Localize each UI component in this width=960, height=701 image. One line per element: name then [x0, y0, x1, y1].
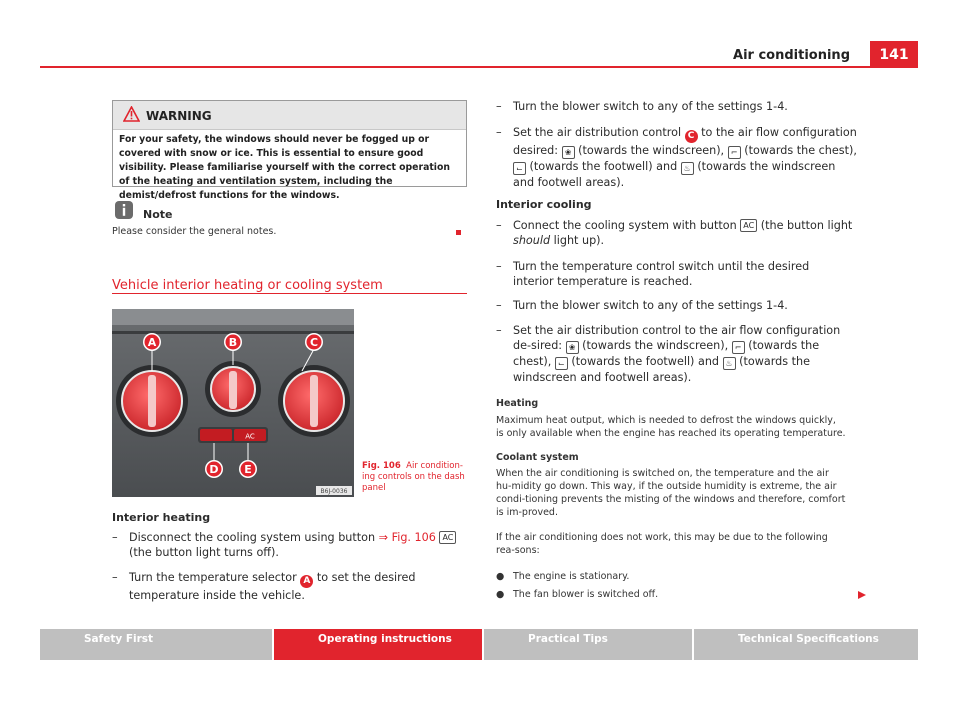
callout-e: E [244, 463, 252, 476]
callout-a-ref: A [300, 575, 313, 588]
windscreen-footwell-icon: ♨ [681, 162, 694, 175]
bullet-dash: – [496, 100, 502, 113]
note-title: Note [143, 208, 173, 221]
windscreen-icon: ❀ [562, 146, 575, 159]
page-number: 141 [870, 41, 918, 67]
chest-icon: ⌐ [732, 341, 745, 354]
ac-button-label: AC [245, 432, 255, 441]
step-blower-switch-2: Turn the blower switch to any of the settings 1-4. [513, 299, 788, 312]
info-note-icon [114, 200, 134, 220]
list-item: The fan blower is switched off. [513, 589, 659, 600]
footwell-icon: ⌙ [555, 357, 568, 370]
ac-key-icon: AC [439, 531, 456, 544]
step-air-distribution-2: Set the air distribution control to the air flow configuration de-sired: ❀ (towards the windscreen), ⌐ (towards the chest), ⌙ (towards the footwell) and ♨ (towards the windscreen and footwell areas). [513, 324, 841, 384]
failure-intro: If the air conditioning does not work, this may be due to the following rea-sons: [496, 532, 828, 556]
bullet-dash: – [496, 219, 502, 232]
footer-tab-safety-first[interactable]: Safety First [40, 629, 272, 660]
note-text: Please consider the general notes. [112, 226, 277, 237]
footer-tab-technical-specifications[interactable]: Technical Specifications [694, 629, 918, 660]
ac-control-panel-image [112, 309, 354, 497]
footwell-icon: ⌙ [513, 162, 526, 175]
end-of-section-mark [456, 230, 461, 235]
bullet-dash: – [496, 324, 502, 337]
bullet-dash: – [112, 531, 118, 544]
continue-arrow-icon [857, 590, 867, 600]
subheading-interior-heating: Interior heating [112, 511, 211, 524]
warning-title: WARNING [146, 109, 212, 123]
coolant-text: When the air conditioning is switched on, the temperature and the air hu-midity go down. This way, if the outside humidity is extreme, the air condi-tioning prevents the misting of the windows and therefore, comfort is im-proved. [496, 468, 846, 518]
callout-c-ref: C [685, 130, 698, 143]
fig-reference-link[interactable]: ⇒ Fig. 106 [378, 531, 436, 544]
heating-title: Heating [496, 398, 539, 409]
bullet-dash: – [112, 571, 118, 584]
callout-d: D [209, 463, 219, 476]
windscreen-footwell-icon: ♨ [723, 357, 736, 370]
subheading-interior-cooling: Interior cooling [496, 198, 592, 211]
step-temperature-selector: Turn the temperature selector A to set the desired temperature inside the vehicle. [129, 571, 416, 602]
step-blower-switch: Turn the blower switch to any of the settings 1-4. [513, 100, 788, 113]
heating-text: Maximum heat output, which is needed to defrost the windows quickly, is only available when the engine has reached its operating temperature. [496, 415, 846, 439]
header-rule [40, 66, 918, 68]
warning-header [113, 101, 466, 130]
bullet-dash: – [496, 260, 502, 273]
warning-text: For your safety, the windows should never be fogged up or covered with snow or ice. This is essential to ensure good visibility. Please familiarise yourself with the correct operation of the heating and ventilation system, including the demist/defrost functions for the windows. [119, 134, 450, 201]
step-connect-cooling: Connect the cooling system with button AC (the button light should light up). [513, 219, 853, 247]
ac-key-icon: AC [740, 219, 757, 232]
warning-box [112, 100, 467, 201]
list-item: The engine is stationary. [513, 571, 630, 582]
figure-code: B6J-0036 [320, 488, 348, 495]
bullet-dash: – [496, 126, 502, 139]
bullet-dot: ● [496, 571, 505, 582]
coolant-title: Coolant system [496, 452, 579, 463]
bullet-dot: ● [496, 589, 505, 600]
chest-icon: ⌐ [728, 146, 741, 159]
bullet-dash: – [496, 299, 502, 312]
callout-c: C [309, 336, 319, 349]
windscreen-icon: ❀ [566, 341, 579, 354]
footer-tab-practical-tips[interactable]: Practical Tips [484, 629, 692, 660]
step-temperature-control: Turn the temperature control switch until the desired interior temperature is reached. [513, 260, 810, 288]
figure-caption: Fig. 106 Air condition-ing controls on the dash panel [362, 461, 465, 493]
footer-tab-operating-instructions[interactable]: Operating instructions [274, 629, 482, 660]
step-disconnect-cooling: Disconnect the cooling system using button ⇒ Fig. 106 AC (the button light turns off). [129, 530, 469, 560]
callout-a: A [147, 336, 157, 349]
callout-b: B [228, 336, 238, 349]
figure-ac-controls [112, 309, 354, 497]
running-header: Air conditioning [733, 48, 850, 63]
section-rule [112, 293, 467, 294]
section-title: Vehicle interior heating or cooling system [112, 278, 383, 293]
step-air-distribution: Set the air distribution control C to the air flow configuration desired: ❀ (towards the windscreen), ⌐ (towards the chest), ⌙ (towards the footwell) and ♨ (towards the windscreen and footwell areas). [513, 126, 857, 189]
warning-triangle-icon [123, 106, 140, 122]
